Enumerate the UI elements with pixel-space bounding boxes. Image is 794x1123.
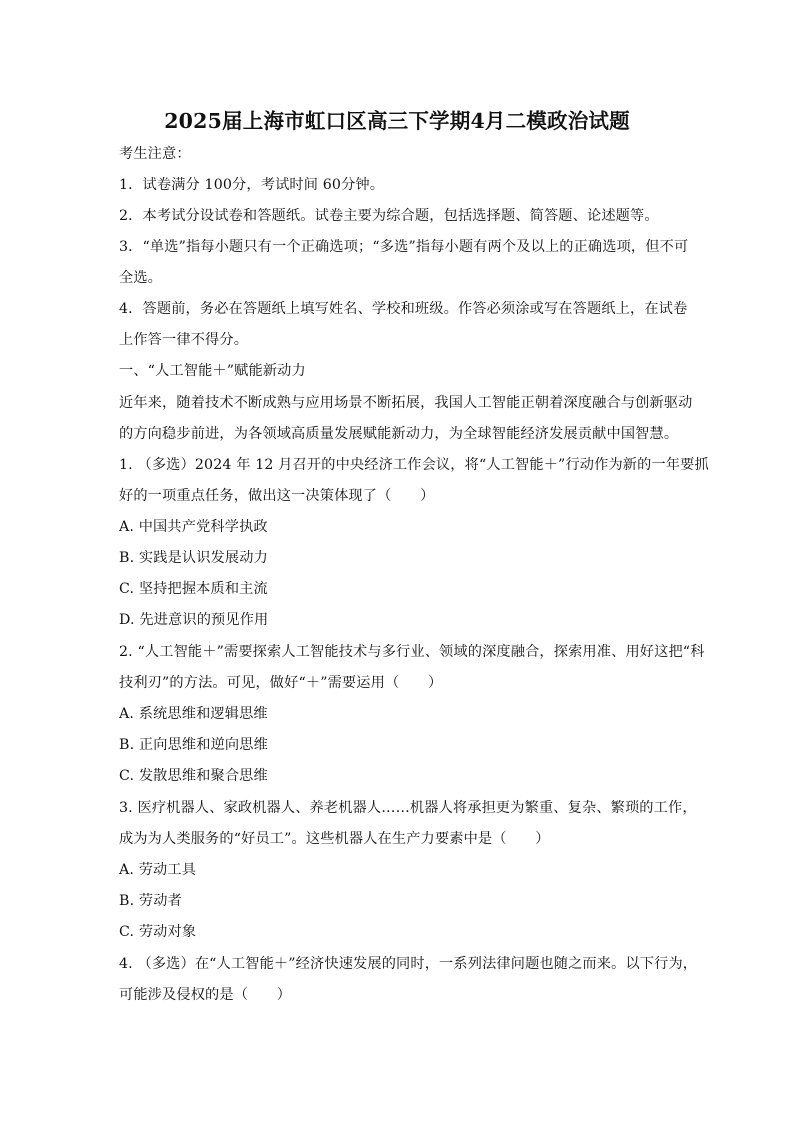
question-3-option-a: A. 劳动工具 bbox=[119, 862, 197, 878]
question-3-option-b: B. 劳动者 bbox=[119, 893, 182, 909]
question-3-stem: 3. 医疗机器人、家政机器人、养老机器人……机器人将承担更为繁重、复杂、繁琐的工作， bbox=[119, 800, 697, 816]
question-4-stem: 可能涉及侵权的是（ ） bbox=[119, 987, 292, 1003]
note-line: 上作答一律不得分。 bbox=[119, 332, 249, 348]
notice-heading: 考生注意： bbox=[119, 146, 191, 162]
note-line: 4．答题前，务必在答题纸上填写姓名、学校和班级。作答必须涂或写在答题纸上，在试卷 bbox=[119, 301, 688, 317]
question-1-stem: 好的一项重点任务，做出这一决策体现了（ ） bbox=[119, 488, 435, 504]
question-1-option-a: A. 中国共产党科学执政 bbox=[119, 519, 268, 535]
question-1-option-c: C. 坚持把握本质和主流 bbox=[119, 581, 268, 597]
section-heading: 一、“人工智能＋”赋能新动力 bbox=[119, 363, 306, 379]
intro-line: 的方向稳步前进，为各领域高质量发展赋能新动力，为全球智能经济发展贡献中国智慧。 bbox=[119, 426, 679, 442]
question-1-option-b: B. 实践是认识发展动力 bbox=[119, 550, 268, 566]
question-4-stem: 4. （多选）在“人工智能＋”经济快速发展的同时，一系列法律问题也随之而来。以下行为， bbox=[119, 956, 698, 972]
question-3-option-c: C. 劳动对象 bbox=[119, 924, 197, 940]
note-line: 2．本考试分设试卷和答题纸。试卷主要为综合题，包括选择题、简答题、论述题等。 bbox=[119, 208, 659, 224]
note-line: 1．试卷满分 100分，考试时间 60分钟。 bbox=[119, 177, 385, 193]
question-3-stem: 成为为人类服务的“好员工”。这些机器人在生产力要素中是（ ） bbox=[119, 831, 550, 847]
question-2-stem: 2. “人工智能＋”需要探索人工智能技术与多行业、领域的深度融合，探索用准、用好这把“科 bbox=[119, 644, 705, 660]
question-2-option-a: A. 系统思维和逻辑思维 bbox=[119, 706, 268, 722]
document-title: 2025届上海市虹口区高三下学期4月二模政治试题 bbox=[164, 109, 630, 133]
question-1-option-d: D. 先进意识的预见作用 bbox=[119, 612, 269, 628]
question-1-stem: 1. （多选）2024 年 12 月召开的中央经济工作会议，将“人工智能＋”行动作为新的一年要抓 bbox=[119, 457, 709, 473]
intro-line: 近年来，随着技术不断成熟与应用场景不断拓展，我国人工智能正朝着深度融合与创新驱动 bbox=[119, 395, 693, 411]
question-2-option-c: C. 发散思维和聚合思维 bbox=[119, 768, 268, 784]
note-line: 3．“单选”指每小题只有一个正确选项；“多选”指每小题有两个及以上的正确选项，但不可 bbox=[119, 239, 689, 255]
note-line: 全选。 bbox=[119, 270, 163, 286]
question-2-stem: 技利刃”的方法。可见，做好“＋”需要运用（ ） bbox=[119, 675, 443, 691]
question-2-option-b: B. 正向思维和逆向思维 bbox=[119, 737, 268, 753]
